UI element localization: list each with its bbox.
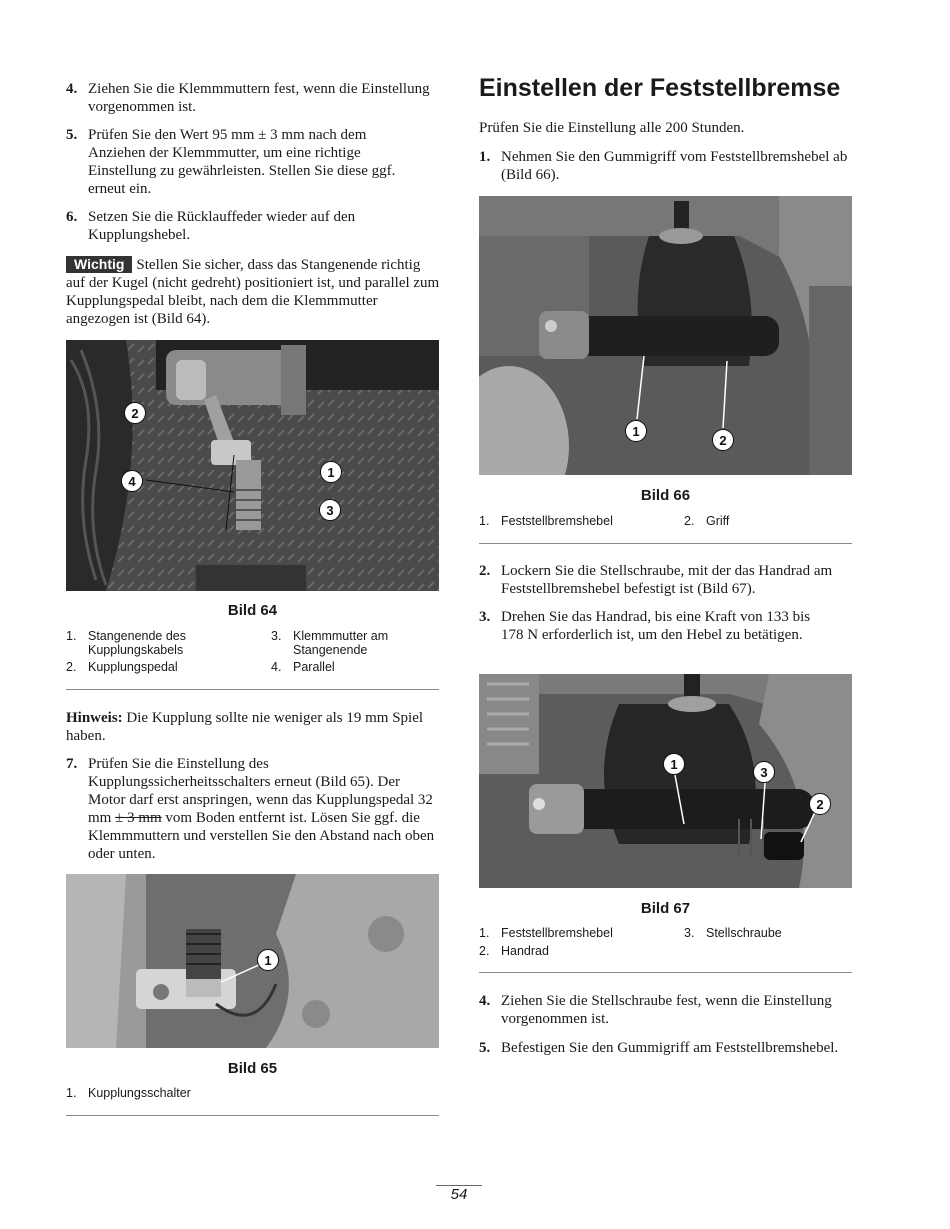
wichtig-text: Stellen Sie sicher, dass das Stangenende richtig auf der Kugel (nicht gedreht) positioniert ist, und parallel zum Kupplungspedal bleibt, nach dem die Klemmmutter angezogen ist (Bild 64). bbox=[66, 257, 440, 327]
legend-text: Kupplungsschalter bbox=[88, 1086, 191, 1100]
step-number: 6. bbox=[66, 209, 78, 225]
step-3-right bbox=[479, 608, 854, 662]
callout-3: 3 bbox=[753, 761, 775, 783]
legend-text: Feststellbremshebel bbox=[501, 514, 613, 528]
step-number: 1. bbox=[479, 149, 491, 165]
wichtig-label: Wichtig bbox=[66, 256, 132, 273]
step-1-right bbox=[479, 148, 852, 184]
legend-number: 2. bbox=[684, 514, 695, 528]
step-text: Setzen Sie die Rücklauffeder wieder auf den Kupplungshebel. bbox=[88, 209, 356, 243]
step-text: Prüfen Sie den Wert 95 mm ± 3 mm nach dem Anziehen der Klemmmutter, um eine richtige Einstellung zu gewährleisten. Stellen Sie diese ggf. erneut ein. bbox=[88, 127, 396, 197]
step-4-right bbox=[479, 992, 854, 1028]
legend-number: 4. bbox=[271, 660, 282, 674]
step-number: 5. bbox=[66, 127, 78, 143]
callout-1: 1 bbox=[320, 461, 342, 483]
step-text: Drehen Sie das Handrad, bis eine Kraft von 133 bis 178 N erforderlich ist, um den Hebel zu betätigen. bbox=[501, 609, 811, 643]
step-text-part: Prüfen Sie die Einstellung des Kupplungssicherheitsschalters erneut (Bild 65). Der Motor darf erst anspringen, wenn das Kupplungspedal 32 mm bbox=[88, 756, 433, 826]
legend-number: 3. bbox=[684, 926, 695, 940]
hinweis-text: Die Kupplung sollte nie weniger als 19 mm Spiel haben. bbox=[66, 710, 424, 744]
callout-1: 1 bbox=[257, 949, 279, 971]
legend-text: Kupplungspedal bbox=[88, 660, 178, 674]
step-5-right bbox=[479, 1039, 854, 1057]
callout-1: 1 bbox=[663, 753, 685, 775]
figure-65-title: Bild 65 bbox=[227, 1060, 278, 1077]
figure-66-title: Bild 66 bbox=[640, 487, 691, 504]
legend-text: Parallel bbox=[293, 660, 335, 674]
step-text bbox=[88, 755, 441, 863]
step-text: Ziehen Sie die Stellschraube fest, wenn die Einstellung vorgenommen ist. bbox=[501, 993, 832, 1027]
legend-number: 1. bbox=[479, 514, 490, 528]
step-text-part: vom Boden entfernt ist. Lösen Sie ggf. die Klemmmuttern und verstellen Sie den Abstand nach oben oder unten. bbox=[88, 810, 435, 862]
parking-brake-lever-photo bbox=[479, 196, 852, 475]
page-number: 54 bbox=[450, 1186, 468, 1203]
callout-1: 1 bbox=[625, 420, 647, 442]
divider bbox=[66, 1115, 439, 1116]
intro-text: Prüfen Sie die Einstellung alle 200 Stunden. bbox=[479, 120, 745, 136]
callout-2: 2 bbox=[809, 793, 831, 815]
step-number: 3. bbox=[479, 609, 491, 625]
step-number: 4. bbox=[66, 81, 78, 97]
section-heading: Einstellen der Feststellbremse bbox=[479, 74, 841, 102]
legend-number: 1. bbox=[66, 629, 77, 643]
step-number: 7. bbox=[66, 756, 78, 772]
legend-text: Feststellbremshebel bbox=[501, 926, 613, 940]
clutch-rod-photo bbox=[66, 340, 439, 591]
divider bbox=[479, 543, 852, 544]
divider bbox=[66, 689, 439, 690]
legend-number: 2. bbox=[479, 944, 490, 958]
legend-text: Griff bbox=[706, 514, 730, 528]
callout-3: 3 bbox=[319, 499, 341, 521]
legend-number: 3. bbox=[271, 629, 282, 643]
step-text: Ziehen Sie die Klemmmuttern fest, wenn die Einstellung vorgenommen ist. bbox=[88, 81, 430, 115]
clutch-switch-photo bbox=[66, 874, 439, 1048]
legend-number: 1. bbox=[66, 1086, 77, 1100]
legend-number: 2. bbox=[66, 660, 77, 674]
step-6-left bbox=[66, 208, 439, 244]
hinweis-label: Hinweis: bbox=[66, 710, 123, 726]
figure-67-image bbox=[479, 674, 852, 888]
step-2-right bbox=[479, 562, 854, 598]
step-number: 2. bbox=[479, 563, 491, 579]
figure-65-image bbox=[66, 874, 439, 1048]
step-text: Befestigen Sie den Gummigriff am Feststellbremshebel. bbox=[501, 1040, 839, 1056]
step-4-left bbox=[66, 80, 439, 116]
step-text: Lockern Sie die Stellschraube, mit der das Handrad am Feststellbremshebel befestigt ist (Bild 67). bbox=[501, 563, 833, 597]
figure-64-title: Bild 64 bbox=[227, 602, 278, 619]
legend-text: Handrad bbox=[501, 944, 549, 958]
handwheel-photo bbox=[479, 674, 852, 888]
figure-67-title: Bild 67 bbox=[640, 900, 691, 917]
step-text-strike: ± 3 mm bbox=[115, 810, 162, 826]
divider bbox=[479, 972, 852, 973]
wichtig-note bbox=[66, 256, 441, 328]
legend-number: 1. bbox=[479, 926, 490, 940]
legend-text: Stangenende des Kupplungskabels bbox=[88, 629, 187, 657]
figure-66-image bbox=[479, 196, 852, 475]
legend-text: Stellschraube bbox=[706, 926, 782, 940]
callout-2: 2 bbox=[712, 429, 734, 451]
step-number: 5. bbox=[479, 1040, 491, 1056]
step-5-left bbox=[66, 126, 439, 198]
figure-64-image bbox=[66, 340, 439, 591]
hinweis-note bbox=[66, 709, 441, 745]
callout-4: 4 bbox=[121, 470, 143, 492]
legend-text: Klemmmutter am Stangenende bbox=[293, 629, 389, 657]
step-text: Nehmen Sie den Gummigriff vom Feststellbremshebel ab (Bild 66). bbox=[501, 149, 848, 183]
step-7-left bbox=[66, 755, 441, 863]
step-number: 4. bbox=[479, 993, 491, 1009]
callout-2: 2 bbox=[124, 402, 146, 424]
